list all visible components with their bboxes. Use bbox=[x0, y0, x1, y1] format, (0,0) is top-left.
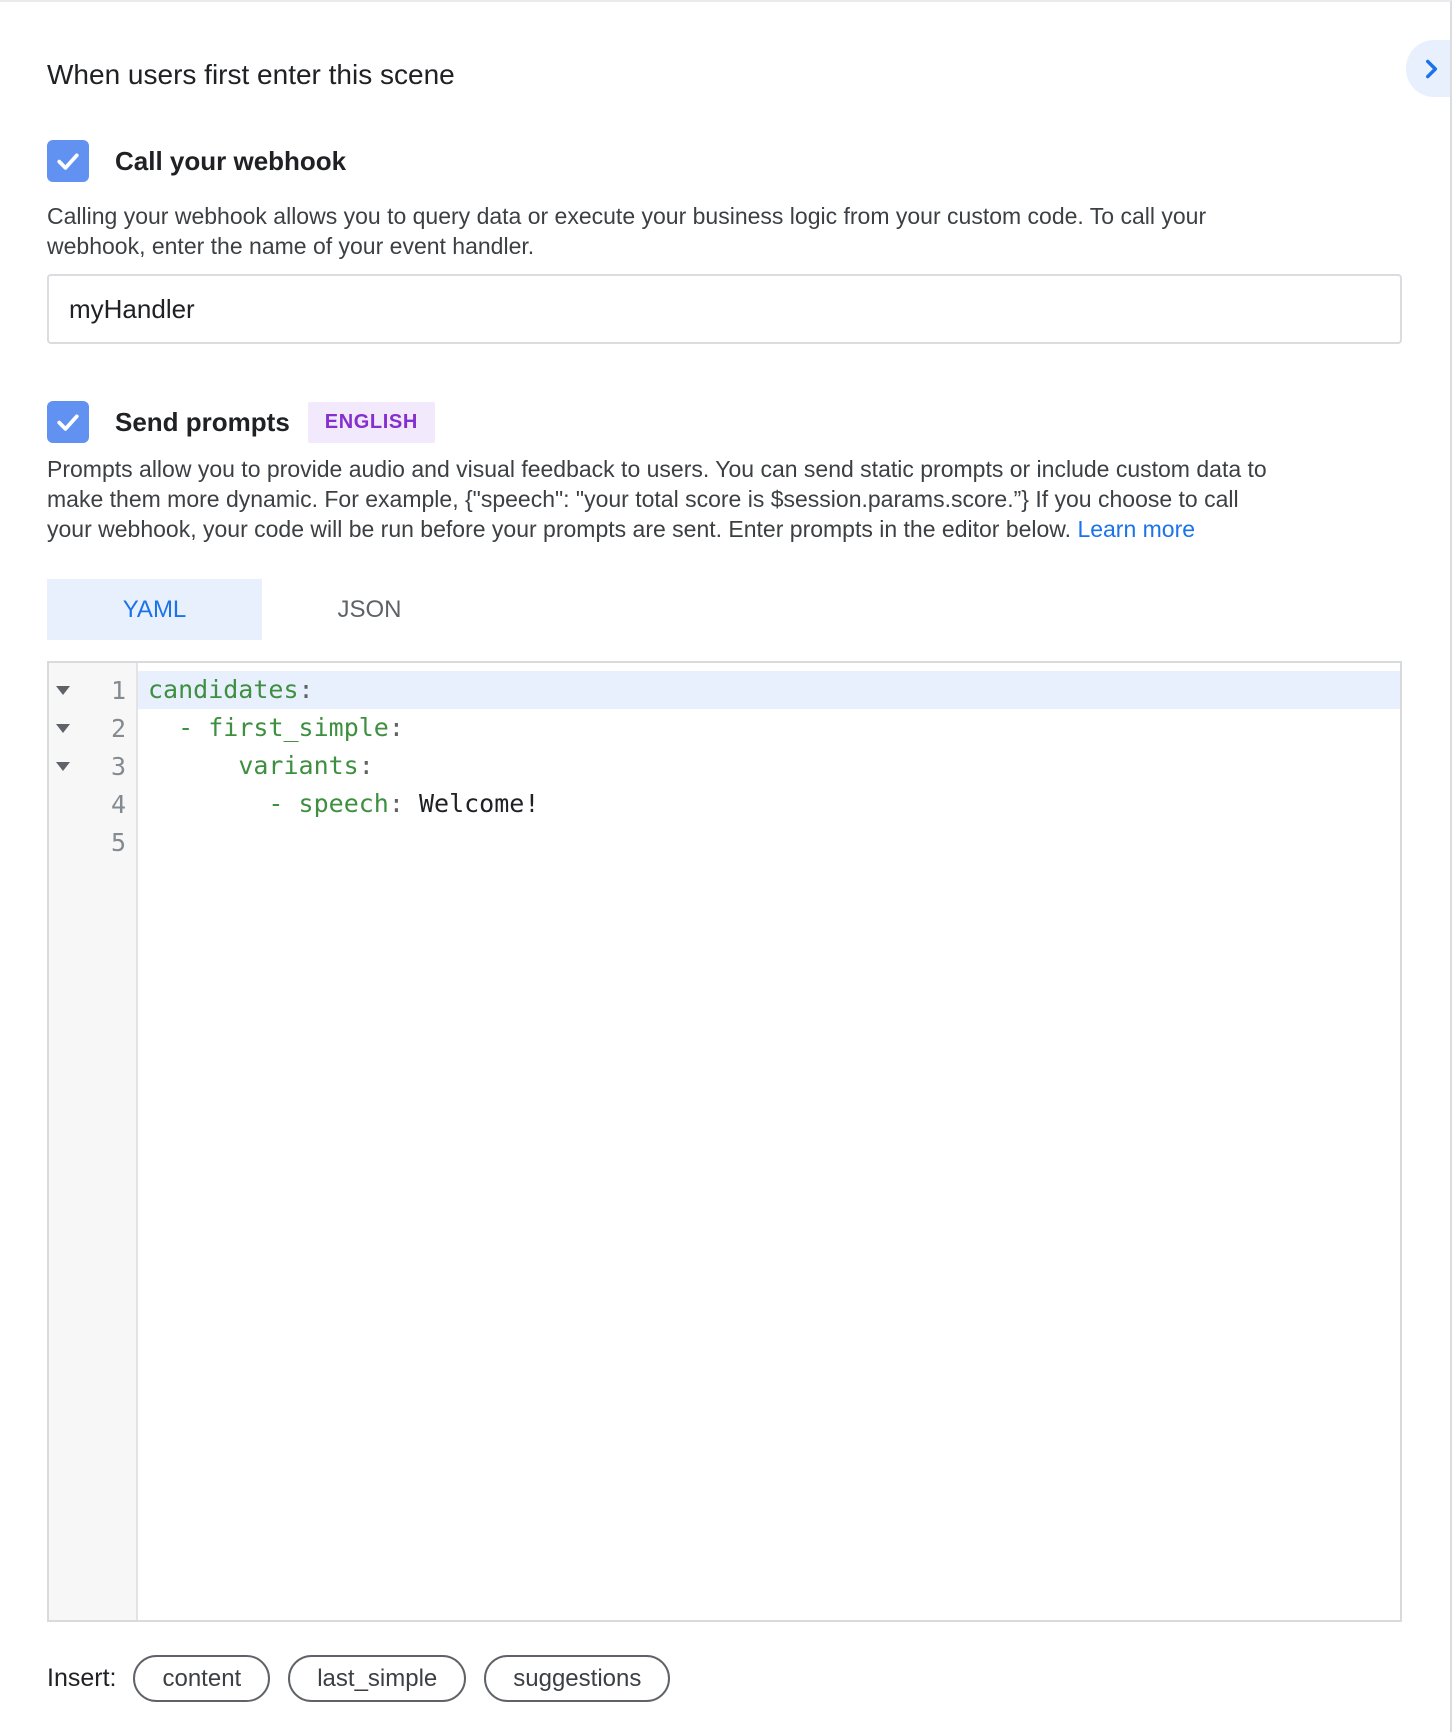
insert-row bbox=[47, 1655, 1402, 1702]
line-number: 2 bbox=[110, 713, 126, 743]
gutter-line bbox=[49, 785, 136, 823]
insert-suggestions-button[interactable]: suggestions bbox=[484, 1655, 670, 1702]
code-token bbox=[283, 789, 298, 818]
gutter-line bbox=[49, 671, 136, 709]
code-token: : bbox=[358, 751, 374, 780]
fold-arrow-icon[interactable] bbox=[56, 686, 70, 695]
prompts-description bbox=[47, 454, 1275, 544]
code-line[interactable] bbox=[138, 671, 1400, 709]
code-token: candidates bbox=[148, 675, 299, 704]
fold-arrow-icon[interactable] bbox=[56, 762, 70, 771]
language-badge: ENGLISH bbox=[308, 402, 435, 443]
send-prompts-checkbox[interactable] bbox=[47, 401, 89, 443]
line-number: 4 bbox=[110, 789, 126, 819]
call-webhook-checkbox[interactable] bbox=[47, 140, 89, 182]
tab-yaml[interactable]: YAML bbox=[47, 579, 262, 640]
code-line[interactable] bbox=[138, 709, 1400, 747]
gutter-line bbox=[49, 747, 136, 785]
code-line[interactable] bbox=[138, 747, 1400, 785]
line-number: 1 bbox=[110, 675, 126, 705]
checkmark-icon bbox=[53, 407, 83, 437]
insert-last-simple-button[interactable]: last_simple bbox=[288, 1655, 466, 1702]
editor-code[interactable] bbox=[138, 663, 1400, 1620]
code-token: : bbox=[388, 713, 404, 742]
code-token: Welcome! bbox=[403, 789, 540, 818]
tab-json[interactable]: JSON bbox=[337, 595, 402, 623]
event-handler-input[interactable] bbox=[47, 274, 1402, 344]
call-webhook-label: Call your webhook bbox=[115, 145, 347, 176]
send-prompts-label: Send prompts bbox=[115, 406, 290, 437]
gutter-line bbox=[49, 709, 136, 747]
insert-content-button[interactable]: content bbox=[133, 1655, 270, 1702]
page-title: When users first enter this scene bbox=[47, 59, 455, 90]
panel-content bbox=[0, 58, 1450, 1702]
line-number: 3 bbox=[110, 751, 126, 781]
editor-gutter bbox=[49, 663, 138, 1620]
editor-tabs bbox=[47, 579, 1402, 640]
webhook-description: Calling your webhook allows you to query data or execute your business logic from your custom code. To call your webhook, enter the name of your event handler. bbox=[47, 203, 1207, 259]
code-token: variants bbox=[238, 751, 359, 780]
code-line[interactable] bbox=[138, 823, 1400, 861]
code-token bbox=[148, 789, 268, 818]
code-token bbox=[148, 751, 238, 780]
code-token bbox=[193, 713, 208, 742]
webhook-section-header bbox=[47, 140, 1402, 182]
code-line[interactable] bbox=[138, 785, 1400, 823]
code-token: speech bbox=[298, 789, 389, 818]
code-token: first_simple bbox=[208, 713, 389, 742]
chevron-right-icon bbox=[1418, 56, 1444, 82]
prompts-description-text: Prompts allow you to provide audio and visual feedback to users. You can send static prompts or include custom data to make them more dynamic. For example, {"speech": "your total score is $session.params.score.”} If you choose to call your webhook, your code will be run before your prompts are sent. Enter prompts in the editor below. bbox=[47, 456, 1267, 542]
line-number: 5 bbox=[110, 827, 126, 857]
checkmark-icon bbox=[53, 146, 83, 176]
code-token: : bbox=[388, 789, 404, 818]
gutter-line bbox=[49, 823, 136, 861]
code-token bbox=[148, 713, 178, 742]
learn-more-link[interactable]: Learn more bbox=[1077, 516, 1196, 542]
code-token: - bbox=[268, 789, 284, 818]
prompts-section-header bbox=[47, 401, 1402, 443]
code-token: : bbox=[298, 675, 314, 704]
code-token: - bbox=[178, 713, 194, 742]
fold-arrow-icon[interactable] bbox=[56, 724, 70, 733]
insert-label: Insert: bbox=[47, 1664, 117, 1692]
code-editor[interactable] bbox=[47, 661, 1402, 1622]
